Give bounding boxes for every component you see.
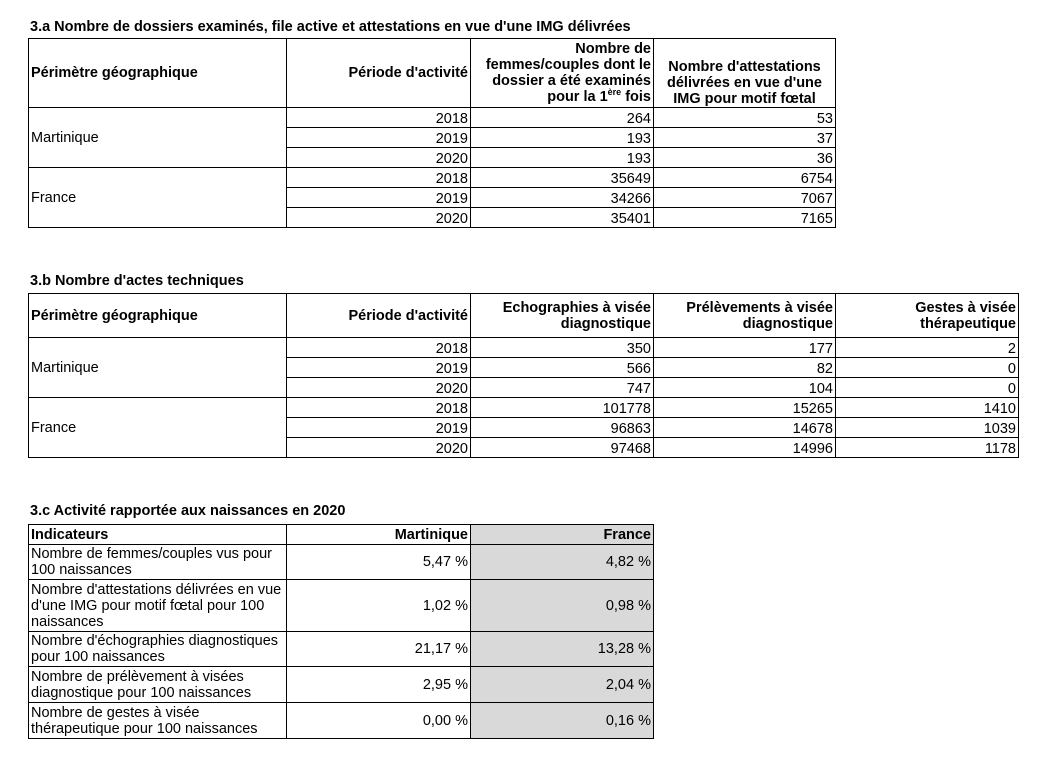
header-attestations: Nombre d'attestations délivrées en vue d'une IMG pour motif fœtal [654, 39, 836, 108]
value-cell: 14678 [654, 418, 836, 438]
value-cell: 747 [471, 378, 654, 398]
header-france: France [471, 525, 654, 545]
value-cell: 82 [654, 358, 836, 378]
value-cell: 35401 [471, 208, 654, 228]
value-cell: 177 [654, 338, 836, 358]
value-cell: 1039 [836, 418, 1019, 438]
table-b [28, 293, 1019, 458]
section-b-title: 3.b Nombre d'actes techniques [30, 273, 244, 289]
header-perimetre: Périmètre géographique [29, 294, 287, 338]
header-indicateurs: Indicateurs [29, 525, 287, 545]
france-value: 0,98 % [471, 580, 654, 632]
france-value: 0,16 % [471, 703, 654, 739]
header-gestes: Gestes à visée thérapeutique [836, 294, 1019, 338]
value-cell: 350 [471, 338, 654, 358]
value-cell: 7067 [654, 188, 836, 208]
year-cell: 2020 [287, 378, 471, 398]
header-periode: Période d'activité [287, 39, 471, 108]
indicator-label: Nombre de prélèvement à visées diagnostique pour 100 naissances [29, 667, 287, 703]
year-cell: 2020 [287, 438, 471, 458]
header-femmes: Nombre de femmes/couples dont le dossier a été examinés pour la 1ère fois [471, 39, 654, 108]
indicator-label: Nombre d'échographies diagnostiques pour 100 naissances [29, 632, 287, 667]
value-cell: 53 [654, 108, 836, 128]
value-cell: 101778 [471, 398, 654, 418]
table-a [28, 38, 836, 228]
france-value: 4,82 % [471, 545, 654, 580]
value-cell: 14996 [654, 438, 836, 458]
value-cell: 97468 [471, 438, 654, 458]
year-cell: 2020 [287, 208, 471, 228]
region-cell: France [29, 398, 287, 458]
year-cell: 2020 [287, 148, 471, 168]
value-cell: 96863 [471, 418, 654, 438]
value-cell: 264 [471, 108, 654, 128]
region-cell: Martinique [29, 108, 287, 168]
year-cell: 2018 [287, 108, 471, 128]
section-c-title: 3.c Activité rapportée aux naissances en 2020 [30, 503, 346, 519]
value-cell: 0 [836, 378, 1019, 398]
value-cell: 104 [654, 378, 836, 398]
table-c [28, 524, 654, 739]
value-cell: 34266 [471, 188, 654, 208]
france-value: 2,04 % [471, 667, 654, 703]
martinique-value: 21,17 % [287, 632, 471, 667]
header-periode: Période d'activité [287, 294, 471, 338]
region-cell: Martinique [29, 338, 287, 398]
year-cell: 2019 [287, 418, 471, 438]
value-cell: 6754 [654, 168, 836, 188]
value-cell: 0 [836, 358, 1019, 378]
year-cell: 2019 [287, 128, 471, 148]
value-cell: 1178 [836, 438, 1019, 458]
header-echographies: Echographies à visée diagnostique [471, 294, 654, 338]
martinique-value: 0,00 % [287, 703, 471, 739]
header-prelevements: Prélèvements à visée diagnostique [654, 294, 836, 338]
header-martinique: Martinique [287, 525, 471, 545]
year-cell: 2018 [287, 398, 471, 418]
value-cell: 35649 [471, 168, 654, 188]
martinique-value: 2,95 % [287, 667, 471, 703]
value-cell: 193 [471, 128, 654, 148]
year-cell: 2018 [287, 168, 471, 188]
value-cell: 36 [654, 148, 836, 168]
value-cell: 193 [471, 148, 654, 168]
value-cell: 566 [471, 358, 654, 378]
indicator-label: Nombre de femmes/couples vus pour 100 naissances [29, 545, 287, 580]
value-cell: 2 [836, 338, 1019, 358]
value-cell: 15265 [654, 398, 836, 418]
value-cell: 37 [654, 128, 836, 148]
year-cell: 2019 [287, 358, 471, 378]
section-a-title: 3.a Nombre de dossiers examinés, file active et attestations en vue d'une IMG délivrées [30, 19, 631, 35]
indicator-label: Nombre de gestes à visée thérapeutique pour 100 naissances [29, 703, 287, 739]
value-cell: 7165 [654, 208, 836, 228]
martinique-value: 1,02 % [287, 580, 471, 632]
france-value: 13,28 % [471, 632, 654, 667]
martinique-value: 5,47 % [287, 545, 471, 580]
year-cell: 2019 [287, 188, 471, 208]
year-cell: 2018 [287, 338, 471, 358]
value-cell: 1410 [836, 398, 1019, 418]
indicator-label: Nombre d'attestations délivrées en vue d'une IMG pour motif fœtal pour 100 naissances [29, 580, 287, 632]
header-perimetre: Périmètre géographique [29, 39, 287, 108]
region-cell: France [29, 168, 287, 228]
